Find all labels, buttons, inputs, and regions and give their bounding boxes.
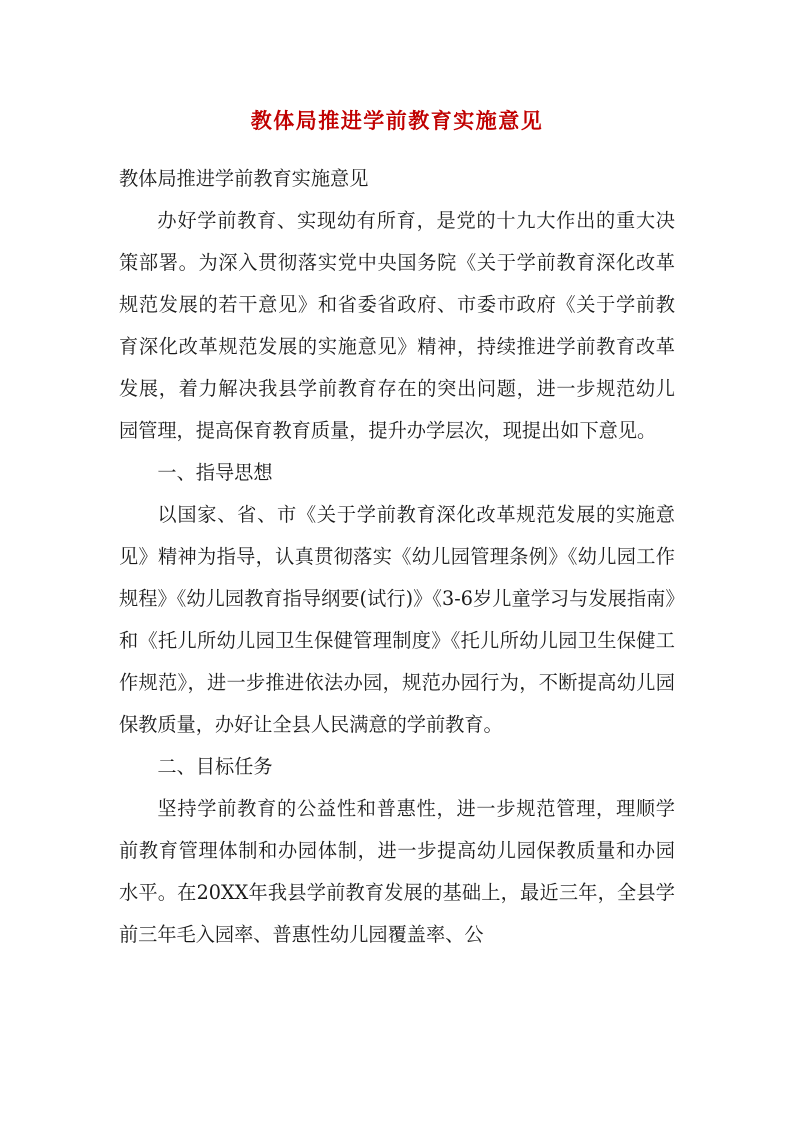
document-subtitle: 教体局推进学前教育实施意见 xyxy=(119,167,369,190)
section-heading-guiding-ideology: 一、指导思想 xyxy=(157,461,273,484)
paragraph-goals-tasks: 坚持学前教育的公益性和普惠性，进一步规范管理，理顺学前教育管理体制和办园体制，进一步提高幼儿园保教质量和办园水平。在20XX年我县学前教育发展的基础上，最近三年，全县学前三年毛入园率、普惠性幼儿园覆盖率、公 xyxy=(119,797,675,946)
section-heading-goals-tasks: 二、目标任务 xyxy=(157,755,273,778)
document-body xyxy=(119,158,675,956)
paragraph-guiding-ideology: 以国家、省、市《关于学前教育深化改革规范发展的实施意见》精神为指导，认真贯彻落实《幼儿园管理条例》《幼儿园工作规程》《幼儿园教育指导纲要(试行)》《3-6岁儿童学习与发展指南》和《托儿所幼儿园卫生保健管理制度》《托儿所幼儿园卫生保健工作规范》，进一步推进依法办园，规范办园行为，不断提高幼儿园保教质量，办好让全县人民满意的学前教育。 xyxy=(119,503,675,736)
paragraph-intro: 办好学前教育、实现幼有所育，是党的十九大作出的重大决策部署。为深入贯彻落实党中央国务院《关于学前教育深化改革规范发展的若干意见》和省委省政府、市委市政府《关于学前教育深化改革规范发展的实施意见》精神，持续推进学前教育改革发展，着力解决我县学前教育存在的突出问题，进一步规范幼儿园管理，提高保育教育质量，提升办学层次，现提出如下意见。 xyxy=(119,209,675,442)
document-title: 教体局推进学前教育实施意见 xyxy=(250,109,544,133)
